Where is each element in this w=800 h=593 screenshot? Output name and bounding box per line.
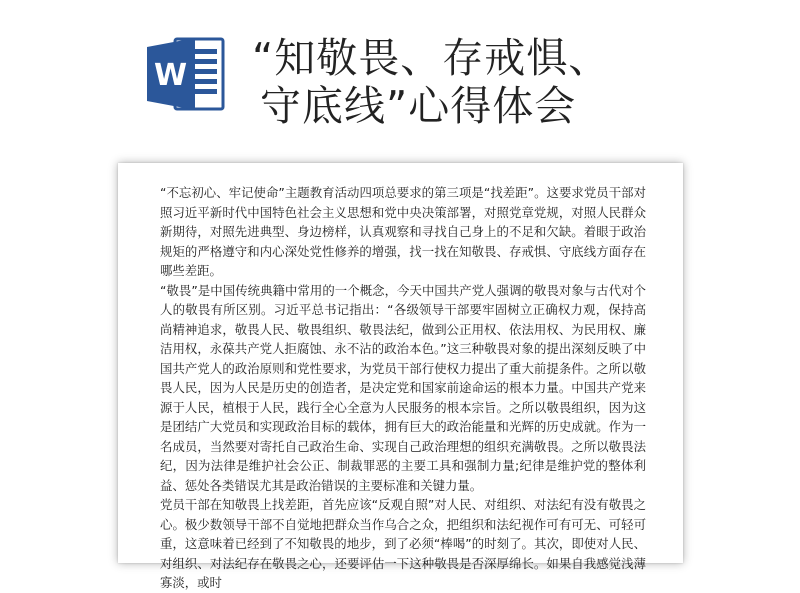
word-document-icon bbox=[145, 33, 227, 115]
document-body bbox=[160, 183, 646, 593]
paragraph-2: “敬畏”是中国传统典籍中常用的一个概念，今天中国共产党人强调的敬畏对象与古代对个人的敬畏有所区别。习近平总书记指出：“各级领导干部要牢固树立正确权力观，保持高尚精神追求，敬畏人民、敬畏组织、敬畏法纪，做到公正用权、依法用权、为民用权、廉洁用权，永葆共产党人拒腐蚀、永不沾的政治本色。”这三种敬畏对象的提出深刻反映了中国共产党人的政治原则和党性要求，为党员干部行使权力提出了重大前提条件。之所以敬畏人民，因为人民是历史的创造者，是决定党和国家前途命运的根本力量。中国共产党来源于人民，植根于人民，践行全心全意为人民服务的根本宗旨。之所以敬畏组织，因为这是团结广大党员和实现政治目标的载体，拥有巨大的政治能量和光辉的历史成就。作为一名成员，当然要对寄托自己政治生命、实现自己政治理想的组织充满敬畏。之所以敬畏法纪，因为法律是维护社会公正、制裁罪恶的主要工具和强制力量;纪律是维护党的整体利益、惩处各类错误尤其是政治错误的主要标准和关键力量。 bbox=[160, 282, 646, 493]
title-line-2: 守底线”心得体会 bbox=[260, 82, 577, 130]
paragraph-1: “不忘初心、牢记使命”主题教育活动四项总要求的第三项是“找差距”。这要求党员干部对照习近平新时代中国特色社会主义思想和党中央决策部署，对照党章党规，对照人民群众新期待，对照先进典型、身边榜样，认真观察和寻找自己身上的不足和欠缺。着眼于政治规矩的严格遵守和内心深处党性修养的增强，找一找在知敬畏、存戒惧、守底线方面存在哪些差距。 bbox=[160, 185, 646, 278]
header-banner bbox=[0, 0, 800, 150]
svg-text:W: W bbox=[154, 58, 188, 93]
title-line-1: “知敬畏、存戒惧、 bbox=[252, 34, 611, 82]
document-title bbox=[252, 34, 792, 130]
paragraph-3: 党员干部在知敬畏上找差距，首先应该“反观自照”对人民、对组织、对法纪有没有敬畏之心。极少数领导干部不自觉地把群众当作乌合之众，把组织和法纪视作可有可无、可轻可重，这意味着已经到了不知敬畏的地步，到了必须“棒喝”的时刻了。其次，即使对人民、对组织、对法纪存在敬畏之心，还要评估一下这种敬畏是否深厚绵长。如果自我感觉浅薄寡淡，或时 bbox=[160, 497, 646, 590]
